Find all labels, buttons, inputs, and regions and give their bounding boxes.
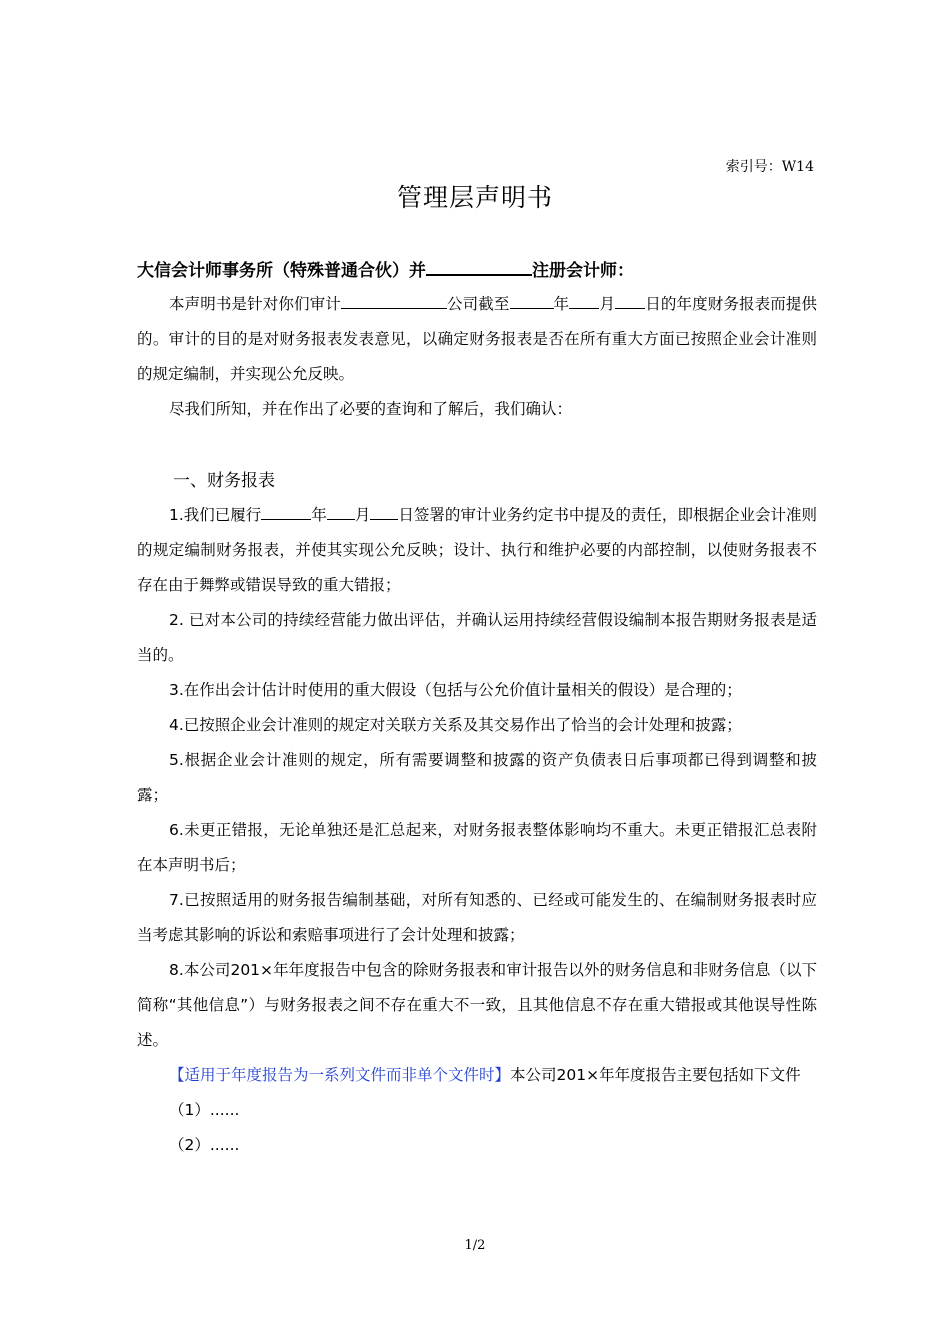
intro-text-b: 公司截至 bbox=[446, 295, 510, 313]
intro-paragraph-1 bbox=[137, 287, 817, 392]
item-1 bbox=[137, 498, 817, 603]
note-text: 本公司201×年年度报告主要包括如下文件 bbox=[510, 1066, 801, 1084]
engagement-day-blank bbox=[370, 503, 398, 520]
item-1-text-c: 月 bbox=[354, 506, 371, 524]
intro-text-e: 日的年度财务报表而提供的。审计的目的是对财务报表发表意见，以确定财务报表是否在所有重大方面已按照企业会计准则的规定编制，并实现公允反映。 bbox=[137, 295, 817, 383]
item-1-text-a: 1.我们已履行 bbox=[169, 506, 262, 524]
section-heading-financial-statements: 一、财务报表 bbox=[173, 471, 275, 491]
intro-paragraph-2: 尽我们所知，并在作出了必要的查询和了解后，我们确认： bbox=[169, 400, 573, 418]
item-2: 2. 已对本公司的持续经营能力做出评估，并确认运用持续经营假设编制本报告期财务报表是适当的。 bbox=[137, 611, 817, 664]
note-label: 【适用于年度报告为一系列文件而非单个文件时】 bbox=[169, 1066, 511, 1084]
intro-text-d: 月 bbox=[599, 295, 616, 313]
addressee-line bbox=[137, 256, 634, 281]
addressee-prefix: 大信会计师事务所（特殊普通合伙）并 bbox=[137, 261, 426, 281]
item-3: 3.在作出会计估计时使用的重大假设（包括与公允价值计量相关的假设）是合理的； bbox=[169, 681, 742, 699]
section1-body bbox=[137, 498, 817, 1163]
list-item-2: （2）...... bbox=[169, 1136, 240, 1154]
item-8: 8.本公司201×年年度报告中包含的除财务报表和审计报告以外的财务信息和非财务信息（以下简称“其他信息”）与财务报表之间不存在重大不一致，且其他信息不存在重大错报或其他误导性陈述。 bbox=[137, 961, 817, 1049]
item-5: 5.根据企业会计准则的规定，所有需要调整和披露的资产负债表日后事项都已得到调整和披露； bbox=[137, 751, 817, 804]
page-number: 1/2 bbox=[464, 1238, 486, 1253]
day-blank bbox=[615, 292, 645, 309]
item-7: 7.已按照适用的财务报告编制基础，对所有知悉的、已经或可能发生的、在编制财务报表时应当考虑其影响的诉讼和索赔事项进行了会计处理和披露； bbox=[137, 891, 817, 944]
page-title: 管理层声明书 bbox=[396, 183, 553, 212]
item-1-text-d: 日签署的审计业务约定书中提及的责任，即根据企业会计准则的规定编制财务报表，并使其实现公允反映；设计、执行和维护必要的内部控制，以使财务报表不存在由于舞弊或错误导致的重大错报； bbox=[137, 506, 817, 594]
cpa-name-blank bbox=[426, 256, 532, 276]
item-6: 6.未更正错报，无论单独还是汇总起来，对财务报表整体影响均不重大。未更正错报汇总表附在本声明书后； bbox=[137, 821, 817, 874]
month-blank bbox=[569, 292, 599, 309]
intro-text-a: 本声明书是针对你们审计 bbox=[169, 295, 341, 313]
item-4: 4.已按照企业会计准则的规定对关联方关系及其交易作出了恰当的会计处理和披露； bbox=[169, 716, 742, 734]
engagement-month-blank bbox=[327, 503, 355, 520]
engagement-year-blank bbox=[261, 503, 311, 520]
company-name-blank bbox=[341, 292, 447, 309]
addressee-suffix: 注册会计师： bbox=[532, 261, 634, 281]
list-item-1: （1）...... bbox=[169, 1101, 240, 1119]
year-blank bbox=[510, 292, 554, 309]
item-1-text-b: 年 bbox=[311, 506, 327, 524]
annual-report-note bbox=[137, 1058, 817, 1093]
intro-section bbox=[137, 287, 817, 427]
index-number: 索引号：W14 bbox=[725, 159, 814, 175]
intro-text-c: 年 bbox=[553, 295, 570, 313]
